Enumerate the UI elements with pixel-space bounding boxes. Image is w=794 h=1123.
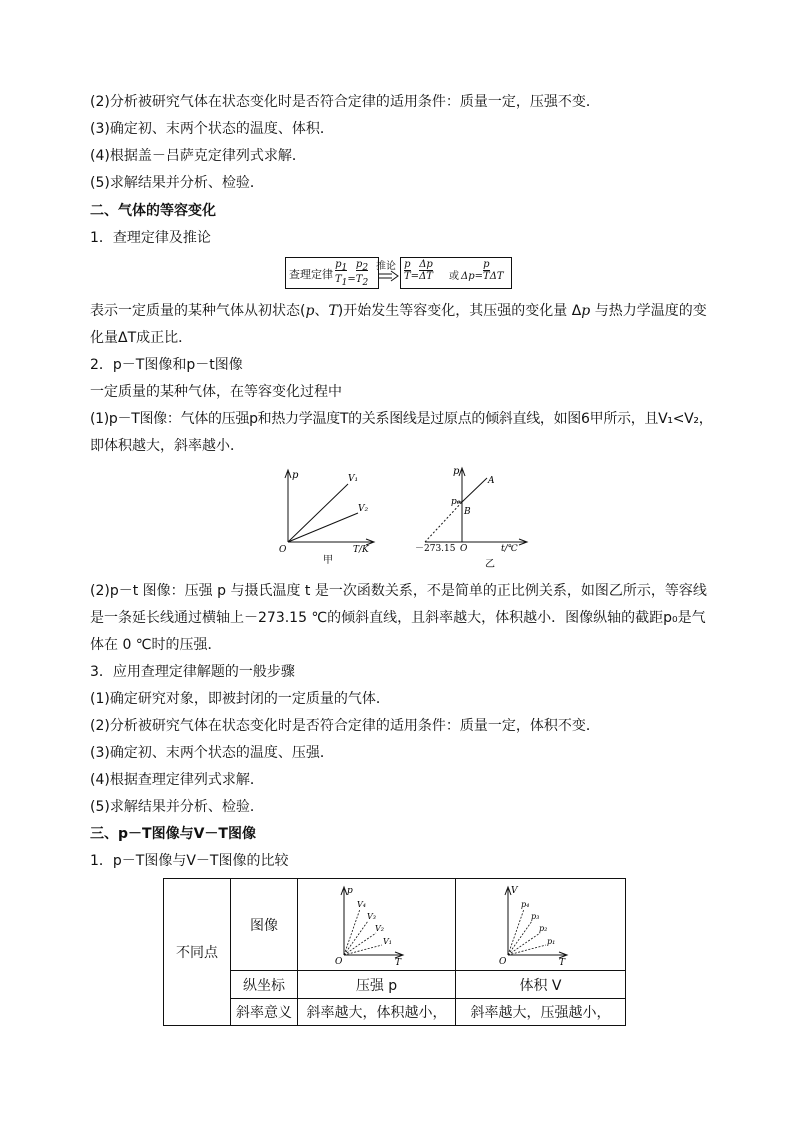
pT-graph-cell: [298, 879, 456, 971]
yi-y-label: p: [453, 466, 460, 477]
pt-line-2: 是一条延长线通过横轴上－273.15 ℃的倾斜直线，且斜率越大，体积越小．图像纵轴的截距p₀是气: [90, 610, 706, 626]
VT-graph-cell: [456, 879, 626, 971]
pT-graph-v1: V₁: [382, 936, 392, 946]
step-4-line: (4)根据盖－吕萨克定律列式求解．: [90, 148, 306, 164]
yi-x-label: t/℃: [501, 544, 518, 554]
yi-extension: [425, 502, 462, 542]
pT-graph: [332, 883, 422, 967]
VT-ordinate: 体积 V: [456, 971, 626, 999]
formula-or: 或: [449, 271, 459, 282]
yi-p0: p₀: [451, 497, 461, 507]
col-slope-header: 斜率意义: [231, 999, 298, 1026]
pT-graph-v3: V₃: [366, 911, 376, 921]
subsection-2-title: 2．p－T图像和p－t图像: [90, 357, 243, 373]
jia-line-v1: [288, 484, 348, 542]
pT-graph-y: p: [346, 885, 353, 896]
section-2-title: 二、气体的等容变化: [90, 203, 216, 219]
formula-arrow-label: 推论: [376, 261, 396, 272]
subsection-1-title: 1．查理定律及推论: [90, 230, 211, 246]
VT-graph-p2: p₂: [538, 923, 547, 933]
pT-line-2: 即体积越大，斜率越小．: [90, 438, 244, 454]
yi-neg: －273.15: [415, 544, 456, 554]
pT-graph-o: O: [334, 956, 342, 967]
col-image-header: 图像: [231, 879, 298, 971]
pT-graph-v2: V₂: [374, 923, 384, 933]
jia-y-axis: [285, 470, 291, 542]
pT-graph-v4: V₄: [356, 899, 366, 909]
explain-line-2: 化量ΔT成正比．: [90, 330, 193, 346]
jia-line1-label: V₁: [348, 474, 359, 484]
row-header: 不同点: [164, 879, 231, 1026]
pT-graph-x: T: [394, 957, 401, 967]
formula-law-fraction: $p_1$ $T_1=p_2$ $T_2$: [335, 259, 369, 288]
pT-slope: 斜率越大，体积越小，: [298, 999, 456, 1026]
yi-origin: O: [460, 544, 468, 554]
formula-law-box: [285, 257, 379, 289]
jia-x-label: T/K: [353, 545, 369, 555]
VT-graph: [496, 883, 586, 967]
VT-graph-p4: p₄: [520, 899, 529, 909]
step-2-line: (2)分析被研究气体在状态变化时是否符合定律的适用条件：质量一定，压强不变．: [90, 94, 600, 110]
jia-line2-label: V₂: [358, 504, 369, 514]
figure-yi: [415, 464, 550, 569]
formula-law-label: 查理定律: [289, 268, 333, 281]
step-3-line: (3)确定初、末两个状态的温度、体积．: [90, 121, 334, 137]
pT-line-1: (1)p－T图像：气体的压强p和热力学温度T的关系图线是过原点的倾斜直线，如图6甲所示，且V₁<V₂，: [90, 411, 713, 427]
pt-line-1: (2)p－t 图像：压强 p 与摄氏温度 t 是一次函数关系，不是简单的正比例关系，如图乙所示，等容线: [90, 583, 707, 599]
subsection-4-title: 1．p－T图像与V－T图像的比较: [90, 853, 289, 869]
jia-origin: O: [279, 545, 287, 555]
jia-caption: 甲: [323, 555, 333, 566]
subsection-3-title: 3．应用查理定律解题的一般步骤: [90, 664, 295, 680]
VT-slope: 斜率越大，压强越小，: [456, 999, 626, 1026]
c-step-5: (5)求解结果并分析、检验．: [90, 799, 264, 815]
section-3-title: 三、p－T图像与V－T图像: [90, 826, 256, 842]
c-step-2: (2)分析被研究气体在状态变化时是否符合定律的适用条件：质量一定，体积不变．: [90, 718, 600, 734]
VT-graph-o: O: [498, 956, 506, 967]
jia-y-label: p: [292, 470, 299, 481]
yi-B: B: [464, 507, 471, 517]
formula-corollary-box: p T=Δp ΔT 或 Δp=p TΔT: [400, 257, 512, 289]
jia-line-v2: [288, 513, 358, 542]
intro-line: 一定质量的某种气体，在等容变化过程中: [90, 384, 342, 400]
VT-graph-p3: p₃: [530, 911, 539, 921]
col-ordinate-header: 纵坐标: [231, 971, 298, 999]
c-step-3: (3)确定初、末两个状态的温度、压强．: [90, 745, 334, 761]
formula-arrow: [378, 257, 400, 287]
c-step-4: (4)根据查理定律列式求解．: [90, 772, 264, 788]
yi-line: [462, 478, 487, 502]
pT-ordinate: 压强 p: [298, 971, 456, 999]
yi-A: A: [488, 476, 495, 486]
VT-graph-x: T: [558, 957, 565, 967]
explain-line-1: 表示一定质量的某种气体从初状态(p、T)开始发生等容变化，其压强的变化量 Δp 与热力学温度的变: [90, 303, 707, 319]
VT-graph-p1: p₁: [546, 936, 555, 946]
c-step-1: (1)确定研究对象，即被封闭的一定质量的气体．: [90, 691, 390, 707]
formula-box: [285, 257, 511, 290]
step-5-line: (5)求解结果并分析、检验．: [90, 175, 264, 191]
yi-caption: 乙: [485, 559, 495, 569]
VT-graph-y: V: [510, 885, 517, 896]
pt-line-3: 体在 0 ℃时的压强．: [90, 637, 222, 653]
comparison-table: [163, 878, 626, 1026]
figure-jia: [277, 466, 397, 566]
